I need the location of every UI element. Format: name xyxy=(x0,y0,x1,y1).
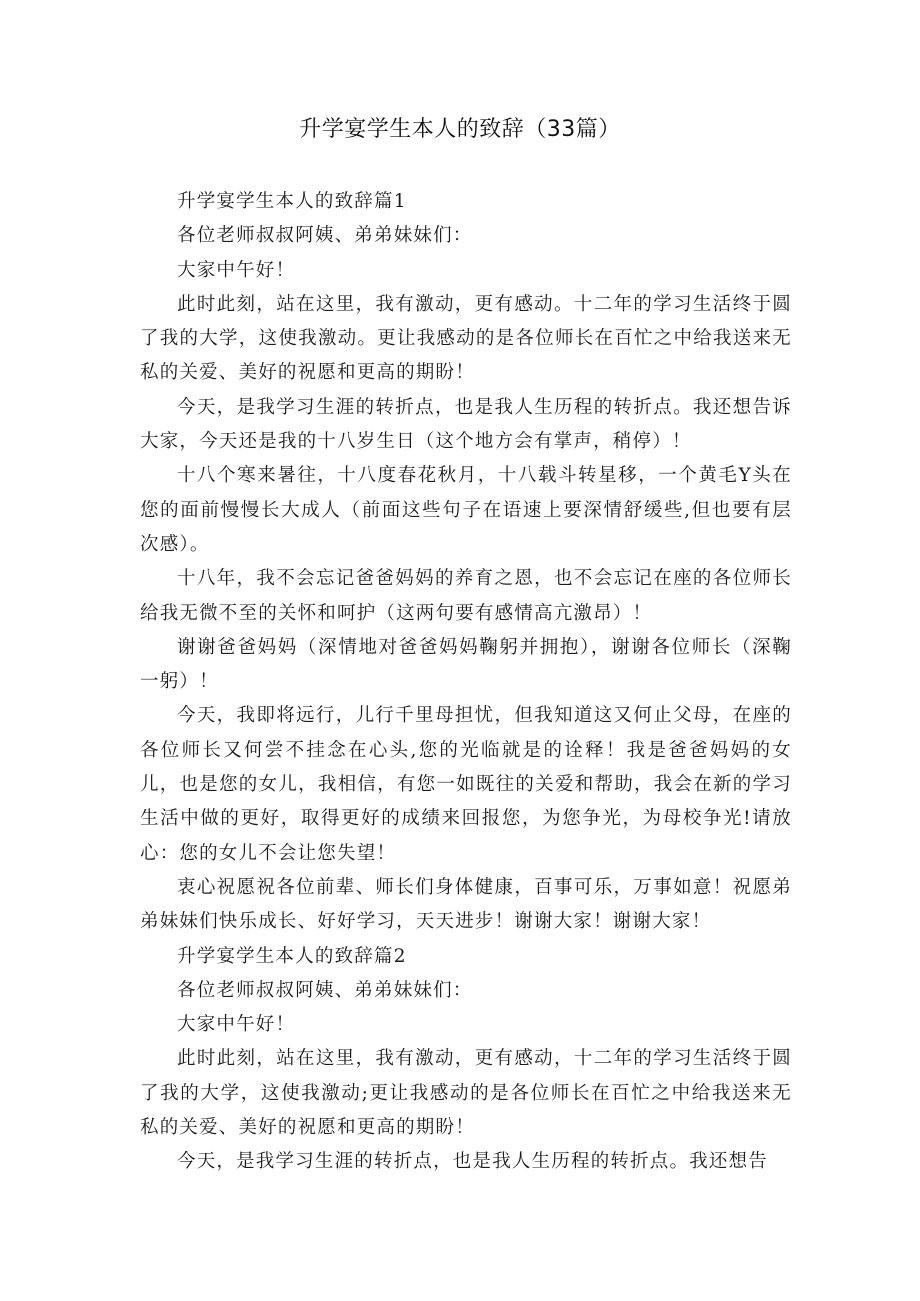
paragraph: 此时此刻，站在这里，我有激动，更有感动，十二年的学习生活终于圆了我的大学，这使我激动;更让我感动的是各位师长在百忙之中给我送来无私的关爱、美好的祝愿和更高的期盼！ xyxy=(140,1048,792,1139)
paragraph: 今天，是我学习生涯的转折点，也是我人生历程的转折点。我还想告诉大家，今天还是我的十八岁生日（这个地方会有掌声，稍停）！ xyxy=(140,396,792,453)
section-heading-2: 升学宴学生本人的致辞篇2 xyxy=(177,945,407,967)
paragraph-greeting: 各位老师叔叔阿姨、弟弟妹妹们： xyxy=(177,979,473,1001)
paragraph-greeting: 各位老师叔叔阿姨、弟弟妹妹们： xyxy=(177,225,473,247)
paragraph: 此时此刻，站在这里，我有激动，更有感动。十二年的学习生活终于圆了我的大学，这使我激动。更让我感动的是各位师长在百忙之中给我送来无私的关爱、美好的祝愿和更高的期盼！ xyxy=(140,293,792,384)
document-body xyxy=(140,185,792,1180)
paragraph: 十八个寒来暑往，十八度春花秋月，十八载斗转星移，一个黄毛Y头在您的面前慢慢长大成人（前面这些句子在语速上要深情舒缓些,但也要有层次感）。 xyxy=(140,465,792,555)
paragraph: 十八年，我不会忘记爸爸妈妈的养育之恩，也不会忘记在座的各位师长给我无微不至的关怀和呵护（这两句要有感情高亢激昂）！ xyxy=(140,568,792,624)
paragraph: 大家中午好！ xyxy=(177,259,296,281)
paragraph: 今天，我即将远行，儿行千里母担忧，但我知道这又何止父母，在座的各位师长又何尝不挂念在心头,您的光临就是的诠释！我是爸爸妈妈的女儿，也是您的女儿，我相信，有您一如既往的关爱和帮助，我会在新的学习生活中做的更好，取得更好的成绩来回报您，为您争光，为母校争光!请放心：您的女儿不会让您失望！ xyxy=(140,705,792,864)
paragraph: 大家中午好！ xyxy=(177,1014,296,1036)
document-title: 升学宴学生本人的致辞（33篇） xyxy=(299,117,621,142)
paragraph: 衷心祝愿祝各位前辈、师长们身体健康，百事可乐，万事如意！祝愿弟弟妹妹们快乐成长、好好学习，天天进步！谢谢大家！谢谢大家！ xyxy=(140,876,792,933)
paragraph: 谢谢爸爸妈妈（深情地对爸爸妈妈鞠躬并拥抱），谢谢各位师长（深鞠一躬）！ xyxy=(140,636,792,693)
paragraph: 今天，是我学习生涯的转折点，也是我人生历程的转折点。我还想告 xyxy=(177,1151,769,1173)
section-heading-1: 升学宴学生本人的致辞篇1 xyxy=(177,191,407,212)
